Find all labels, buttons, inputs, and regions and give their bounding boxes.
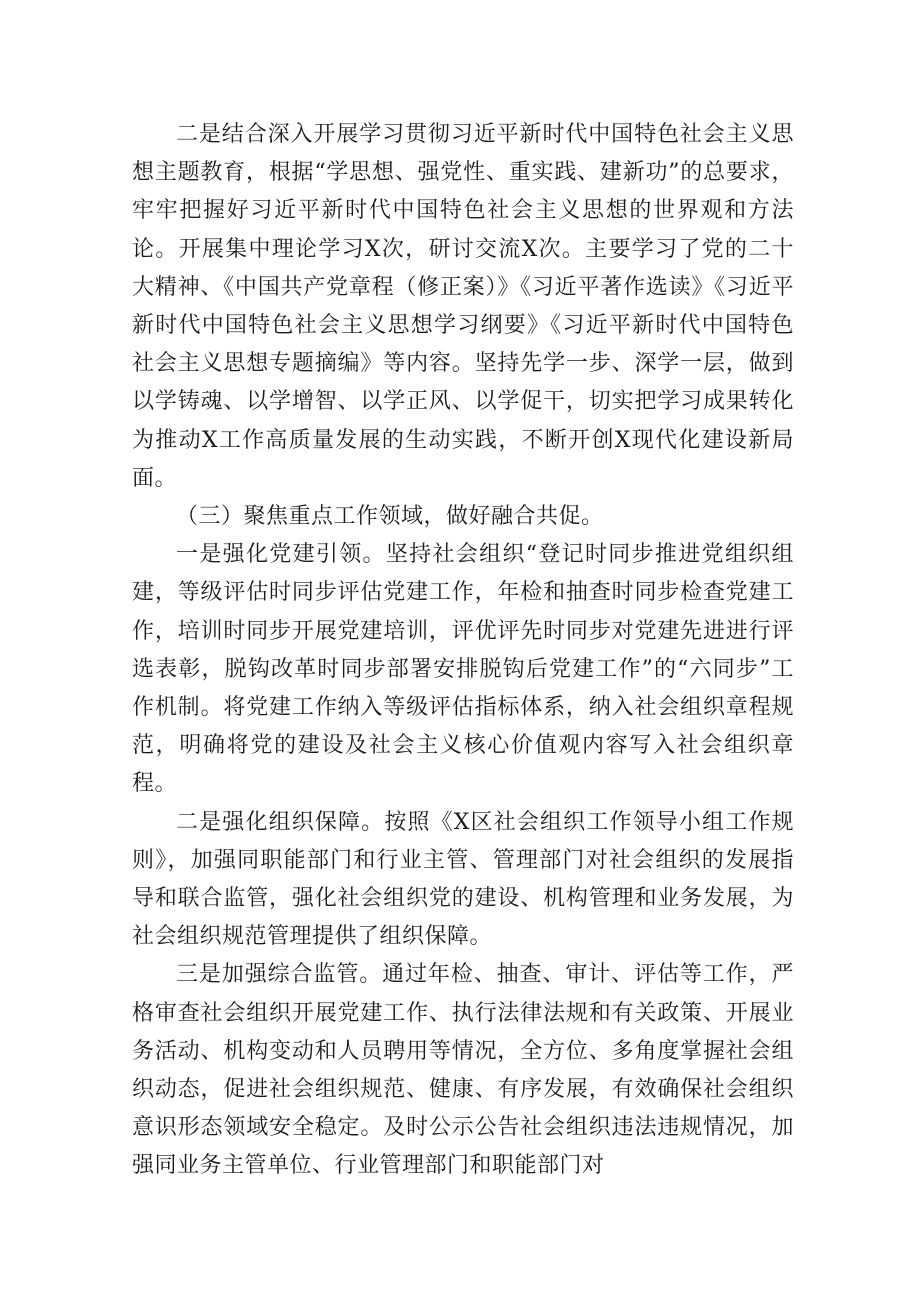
- paragraph-organization-support: 二是强化组织保障。按照《X区社会组织工作领导小组工作规则》，加强同职能部门和行业主管、管理部门对社会组织的发展指导和联合监管，强化社会组织党的建设、机构管理和业务发展，为社会组织规范管理提供了组织保障。: [132, 809, 794, 950]
- paragraph-theme-education: 二是结合深入开展学习贯彻习近平新时代中国特色社会主义思想主题教育，根据“学思想、强党性、重实践、建新功”的总要求，牢牢把握好习近平新时代中国特色社会主义思想的世界观和方法论。开展集中理论学习X次，研讨交流X次。主要学习了党的二十大精神、《中国共产党章程（修正案）》《习近平著作选读》《习近平新时代中国特色社会主义思想学习纲要》《习近平新时代中国特色社会主义思想专题摘编》等内容。坚持先学一步、深学一层，做到以学铸魂、以学增智、以学正风、以学促干，切实把学习成果转化为推动X工作高质量发展的生动实践，不断开创X现代化建设新局面。: [132, 122, 794, 491]
- paragraph-party-leadership: 一是强化党建引领。坚持社会组织“登记时同步推进党组织组建，等级评估时同步评估党建工作，年检和抽查时同步检查党建工作，培训时同步开展党建培训，评优评先时同步对党建先进进行评选表彰，脱钩改革时同步部署安排脱钩后党建工作”的“六同步”工作机制。将党建工作纳入等级评估指标体系，纳入社会组织章程规范，明确将党的建设及社会主义核心价值观内容写入社会组织章程。: [132, 542, 794, 797]
- paragraph-comprehensive-supervision: 三是加强综合监管。通过年检、抽查、审计、评估等工作，严格审查社会组织开展党建工作、执行法律法规和有关政策、开展业务活动、机构变动和人员聘用等情况，全方位、多角度掌握社会组织动态，促进社会组织规范、健康、有序发展，有效确保社会组织意识形态领域安全稳定。及时公示公告社会组织违法违规情况，加强同业务主管单位、行业管理部门和职能部门对: [132, 962, 794, 1179]
- section-heading-three: （三）聚焦重点工作领域，做好融合共促。: [176, 504, 604, 530]
- document-body: [132, 116, 794, 1186]
